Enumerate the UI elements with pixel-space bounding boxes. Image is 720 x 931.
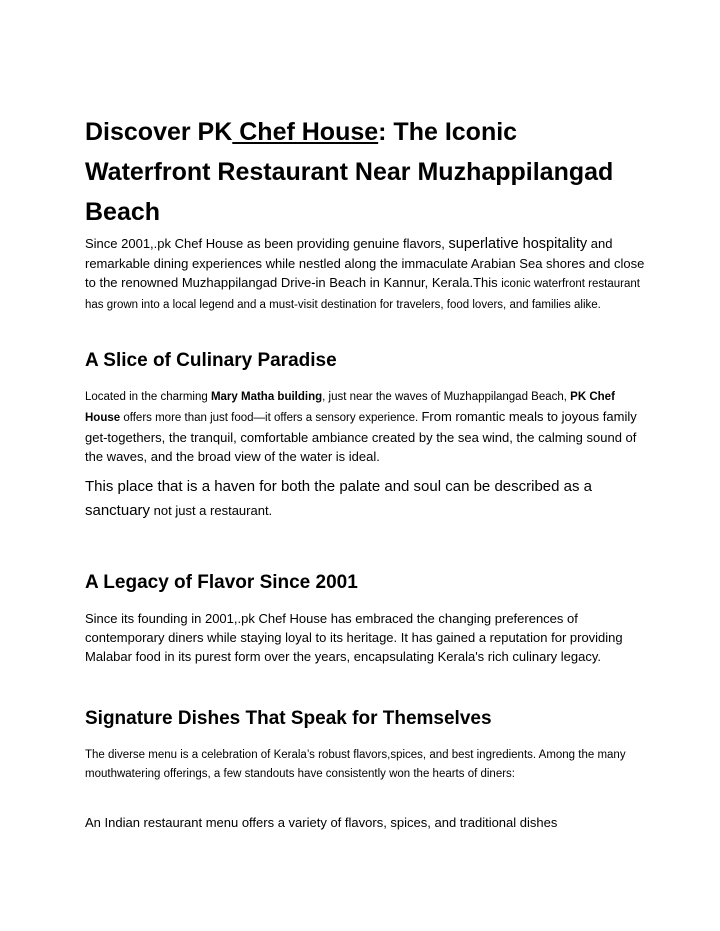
title-text-rest: : The Iconic Waterfront Restaurant Near Muzhappilangad Beach [85, 118, 614, 226]
title-link[interactable]: Chef House [232, 118, 379, 146]
culinary-paragraph: Located in the charming Mary Matha building, just near the waves of Muzhappilangad Beach, PK Chef House offers more than just food—it offers a sensory experience. From romantic meals to joyous family get-togethers, the tranquil, comfortable ambiance created by the sea wind, the calming sound of the waves, and the broad view of the water is ideal. [85, 391, 637, 464]
section-heading-legacy: A Legacy of Flavor Since 2001 [85, 572, 358, 593]
dishes-paragraph: The diverse menu is a celebration of Kerala’s robust flavors,spices, and best ingredients. Among the many mouthwatering offerings, a few standouts have consistently won the hearts of diners: [85, 749, 626, 780]
section-heading-culinary-paradise: A Slice of Culinary Paradise [85, 350, 337, 371]
sanctuary-paragraph: This place that is a haven for both the palate and soul can be described as a sanctuary not just a restaurant. [85, 478, 592, 519]
legacy-paragraph: Since its founding in 2001,.pk Chef House has embraced the changing preferences of contemporary diners while staying loyal to its heritage. It has gained a reputation for providing Malabar food in its purest form over the years, encapsulating Kerala's rich culinary legacy. [85, 611, 623, 664]
menu-paragraph: An Indian restaurant menu offers a variety of flavors, spices, and traditional dishes [85, 815, 558, 830]
page-title [85, 112, 645, 232]
title-text: Discover PK [85, 118, 233, 146]
intro-paragraph: Since 2001,.pk Chef House as been providing genuine flavors, superlative hospitality and remarkable dining experiences while nestled along the immaculate Arabian Sea shores and close to the renowned Muzhappilangad Drive-in Beach in Kannur, Kerala.This iconic waterfront restaurant has grown into a local legend and a must-visit destination for travelers, food lovers, and families alike. [85, 236, 645, 311]
section-heading-signature-dishes: Signature Dishes That Speak for Themselves [85, 708, 492, 729]
